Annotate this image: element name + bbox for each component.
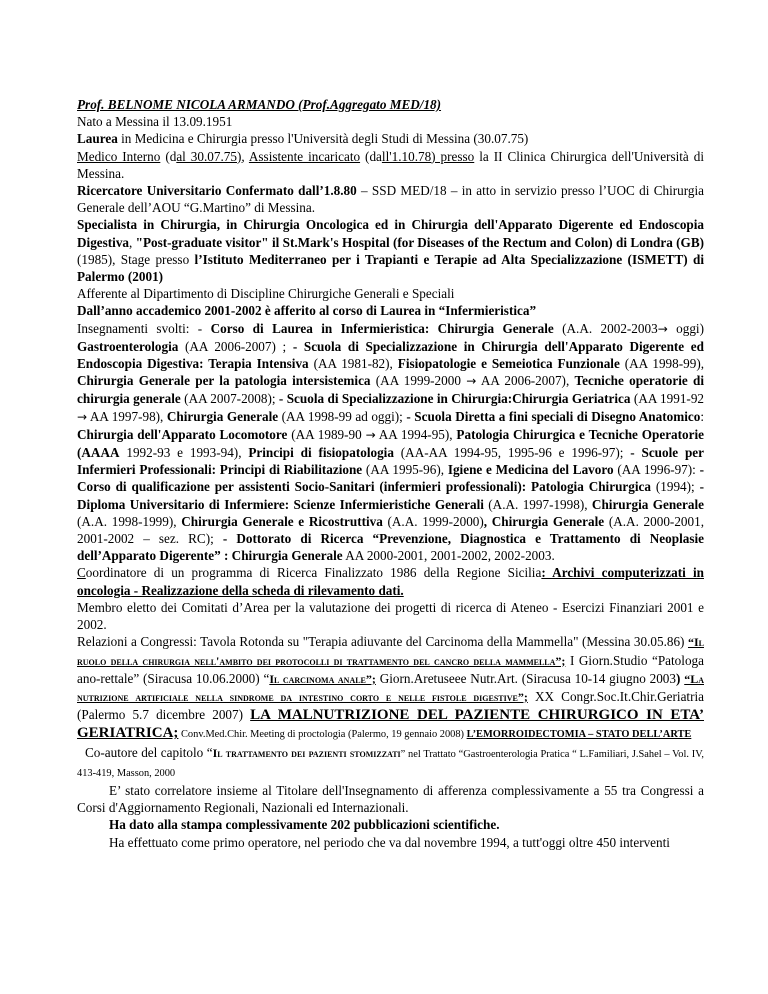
ins-t14: Tecniche operatorie di chirurgia generale (77, 373, 704, 407)
afferito-line: Dall’anno accademico 2001-2002 è afferito al corso di Laurea in “Infermieristica” (77, 303, 537, 319)
ins-t40: Chirurgia Generale e Ricostruttiva (181, 513, 383, 529)
ins-t18: AA 1997-98), (87, 408, 167, 424)
coaut-a: Co-autore del capitolo “ (85, 744, 213, 760)
ins-t4: oggi) (667, 320, 704, 336)
insegnamenti-paragraph (77, 320, 704, 565)
rel-r1: Relazioni a Congressi: Tavola Rotonda su "Terapia adiuvante del Carcinoma della Mammella" (Messina 30.05.86) (77, 634, 688, 650)
ins-t6: (AA 2006-2007) ; (178, 338, 293, 354)
coord-a: C (77, 565, 86, 581)
ins-t8: (AA 1981-82), (308, 356, 398, 372)
ins-t24: (AA 1989-90 (287, 426, 366, 442)
ins-t34: - Corso di qualificazione per assistenti Socio-Sanitari (infermieri professionali): Patologia Chirurgica (77, 462, 705, 495)
rel-r9: LA MALNUTRIZIONE DEL PAZIENTE CHIRURGICO IN ETA’ GERIATRICA; (77, 707, 704, 742)
ins-t22: : (700, 408, 704, 424)
ins-t12: (AA 1999-2000 (370, 373, 467, 389)
coord-b: oordinatore di un programma di Ricerca Finalizzato 1986 della Regione Sicilia (85, 565, 542, 581)
ins-t29: (AA-AA 1994-95, 1995-96 e 1996-97); (393, 445, 631, 461)
rel-r7: “La nutrizione artificiale nella sindrome da intestino corto e nelle fistole digestive”; (77, 671, 704, 704)
medico-text-2: , (241, 148, 249, 164)
arrow-icon: → (365, 427, 376, 442)
ins-t37: (A.A. 1997-1998), (483, 496, 592, 512)
pubblicazioni-paragraph: Ha dato alla stampa complessivamente 202 pubblicazioni scientifiche. (109, 817, 500, 833)
ins-t31: (AA 1995-96), (362, 462, 448, 478)
rel-r11: L’EMORROIDECTOMIA – STATO DELL’ARTE (466, 729, 692, 741)
medico-text-4: la II Clinica Chirurgica dell'Università di Messina. (77, 148, 704, 181)
coaut-b: Il trattamento dei pazienti stomizzati (212, 745, 401, 760)
rel-r4: Il carcinoma anale”; (269, 671, 376, 686)
ins-t21: - Scuola Diretta a fini speciali di Disegno Anatomico (406, 408, 701, 424)
ins-t42: , Chirurgia Generale (483, 513, 605, 529)
ins-t17: (AA 1991-92 (630, 391, 705, 407)
ins-t1: Insegnamenti svolti: - (77, 320, 211, 336)
specialista-paragraph (77, 216, 704, 285)
birth-info: Nato a Messina il 13.09.1951 (77, 114, 233, 130)
medico-text-3: (da (360, 148, 382, 164)
ins-t7: - Scuola di Specializzazione in Chirurgia dell'Apparato Digerente ed Endoscopia Digestiva: Terapia Intensiva (77, 338, 704, 372)
rel-r6: ) (676, 670, 681, 686)
cv-title: Prof. BELNOME NICOLA ARMANDO (Prof.Aggregato MED/18) (77, 97, 442, 112)
ins-t39: (A.A. 1998-1999), (77, 513, 182, 529)
relazioni-paragraph (77, 633, 704, 743)
rel-r8: XX Congr.Soc.It.Chir.Geriatria (Palermo 5.7 dicembre 2007) (77, 688, 704, 723)
ins-t41: (A.A. 1999-2000) (382, 513, 484, 529)
coaut-c: ” nel Trattato “Gastroenterologia Pratica “ L.Familiari, J.Sahel – Vol. IV, 413-419, Masson, 2000 (77, 748, 704, 779)
ins-t28: Principi di fisiopatologia (248, 445, 394, 461)
ins-t2: Corso di Laurea in Infermieristica: Chirurgia Generale (210, 320, 554, 336)
specialista-3: "Post-graduate visitor" il St.Mark's Hospital (for Diseases of the Rectum and Colon) di Londra (GB) (135, 234, 705, 250)
ricercatore-label: Ricercatore Universitario Confermato dall’1.8.80 (77, 183, 357, 199)
rel-r2: “Il ruolo della chirurgia nell'ambito dei protocolli di trattamento del cancro della mammella”; (77, 635, 704, 668)
ins-t44: - Dottorato di Ricerca “Prevenzione, Diagnostica e Trattamento di Neoplasie dell’Apparato Digerente” : Chirurgia Generale (77, 531, 704, 564)
coautore-paragraph (77, 744, 704, 782)
coordinatore-paragraph (77, 564, 704, 598)
arrow-icon: → (77, 409, 88, 424)
ins-t19: Chirurgia Generale (166, 408, 279, 424)
assistente-incaricato: Assistente incaricato (248, 148, 361, 164)
laurea-text: in Medicina e Chirurgia presso l'Università degli Studi di Messina (30.07.75) (117, 131, 529, 147)
medico-paragraph (77, 148, 704, 182)
membro-paragraph: Membro eletto dei Comitati d’Area per la valutazione dei progetti di ricerca di Ateneo - Esercizi Finanziari 2001 e 2002. (77, 599, 704, 633)
laurea-label: Laurea (77, 131, 118, 147)
ins-t36: - Diploma Universitario di Infermiere: Scienze Infermieristiche Generali (77, 479, 704, 512)
ins-t13: AA 2006-2007), (476, 373, 575, 389)
rel-r5: Giorn.Aretuseee Nutr.Art. (Siracusa 10-14 giugno 2003 (375, 670, 676, 686)
ins-t9: Fisiopatologie e Semeiotica Funzionale (397, 356, 620, 372)
specialista-1: Specialista in Chirurgia, in Chirurgia Oncologica ed in Chirurgia dell'Apparato Digerente ed Endoscopia Digestiva (77, 217, 704, 250)
ins-t35: (1994); (650, 479, 700, 495)
interventi-paragraph: Ha effettuato come primo operatore, nel periodo che va dal novembre 1994, a tutt'oggi oltre 450 interventi (109, 834, 670, 850)
ins-t25: AA 1994-95), (375, 426, 457, 442)
arrow-icon: → (657, 321, 668, 336)
ins-t38: Chirurgia Generale (591, 496, 704, 512)
specialista-5: l’Istituto Mediterraneo per i Trapianti e Terapie ad Alta Specializzazione (ISMETT) di Palermo (2001) (77, 251, 704, 285)
ins-t16: - Scuola di Specializzazione in Chirurgia:Chirurgia Geriatrica (278, 391, 631, 407)
ins-t23: Chirurgia dell'Apparato Locomotore (77, 426, 288, 442)
ricercatore-text: – SSD MED/18 – in atto in servizio presso l’UOC di Chirurgia Generale dell’AOU “G.Martino” di Messina. (77, 183, 705, 216)
medico-interno: Medico Interno (77, 148, 161, 164)
medico-text-1: (d (160, 148, 177, 164)
ins-t45: AA 2000-2001, 2001-2002, 2002-2003. (342, 548, 555, 564)
correlatore-paragraph: E’ stato correlatore insieme al Titolare dell'Insegnamento di afferenza complessivamente a 55 tra Congressi a Corsi d'Aggiornamento Regionali, Nazionali ed Internazionali. (77, 782, 704, 816)
ins-t15: (AA 2007-2008); (180, 391, 279, 407)
rel-r3: I Giorn.Studio “Patologa ano-rettale” (Siracusa 10.06.2000) “ (77, 652, 704, 686)
specialista-2: , (129, 234, 136, 250)
medico-date-2: ll'1.10.78) presso (381, 148, 475, 164)
ins-t3: (A.A. 2002-2003 (553, 320, 658, 336)
arrow-icon: → (466, 374, 477, 389)
ins-t43: (A.A. 2000-2001, 2001-2002 – sez. RC); (77, 513, 704, 547)
specialista-4: (1985), Stage presso (77, 251, 195, 267)
rel-r10: Conv.Med.Chir. Meeting di proctologia (Palermo, 19 gennaio 2008) (178, 729, 467, 741)
ins-t26: Patologia Chirurgica e Tecniche Operatorie (AAAA (77, 426, 705, 461)
ins-t27: 1992-93 e 1993-94), (119, 445, 249, 461)
ins-t5: Gastroenterologia (77, 338, 179, 354)
coord-c: : Archivi computerizzati in oncologia - Realizzazione della scheda di rilevamento dati. (77, 565, 704, 598)
ins-t10: (AA 1998-99), (619, 356, 705, 372)
laurea-paragraph (77, 130, 704, 147)
ins-t20: (AA 1998-99 ad oggi); (278, 408, 407, 424)
ins-t33: (AA 1996-97): (613, 462, 700, 478)
ins-t32: Igiene e Medicina del Lavoro (447, 462, 614, 478)
ins-t30: - Scuole per Infermieri Professionali: Principi di Riabilitazione (77, 445, 705, 478)
medico-date-1: al 30.07.75) (176, 148, 242, 164)
ins-t11: Chirurgia Generale per la patologia intersistemica (77, 373, 371, 389)
afferente-line: Afferente al Dipartimento di Discipline Chirurgiche Generali e Speciali (77, 286, 455, 302)
ricercatore-paragraph (77, 182, 704, 216)
